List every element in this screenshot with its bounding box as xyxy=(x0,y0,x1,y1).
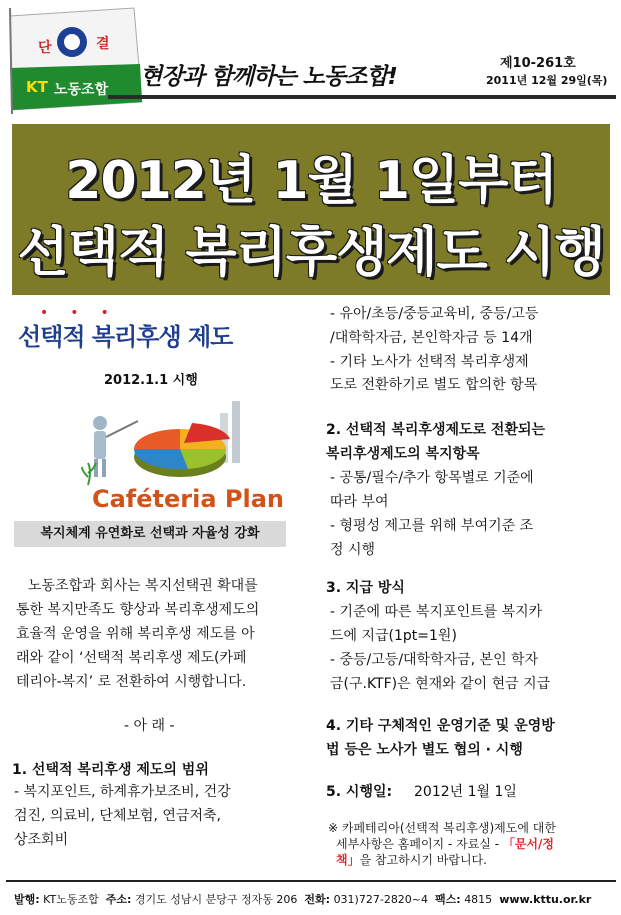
promo-title: 선택적 복리후생 제도 xyxy=(18,323,233,351)
phone-label: 전화: xyxy=(304,893,331,906)
section-2-heading-line-1: 2. 선택적 복리후생제도로 전환되는 xyxy=(326,422,546,438)
right-item-3: - 기타 노사가 선택적 복리후생제 xyxy=(330,354,529,370)
banner-title-line-2: 선택적 복리후생제도 시행 xyxy=(17,222,605,283)
phone: 031)727-2820~4 xyxy=(333,893,429,906)
address-label: 주소: xyxy=(105,893,132,906)
pie-chart-illustration-icon xyxy=(80,393,250,493)
footer xyxy=(14,891,591,907)
right-item-2: /대학학자금, 본인학자금 등 14개 xyxy=(330,330,533,346)
section-2-item-2: 따라 부여 xyxy=(330,494,389,510)
promo-caption: 복지체계 유연화로 선택과 자율성 강화 xyxy=(14,521,286,547)
section-5-heading: 5. 시행일: xyxy=(326,784,393,800)
section-1-item-2: 검진, 의료비, 단체보험, 연금저축, xyxy=(14,808,221,824)
section-3-heading: 3. 지급 방식 xyxy=(326,580,405,596)
address: 경기도 성남시 분당구 정자동 206 xyxy=(134,893,298,906)
svg-text:KT: KT xyxy=(26,78,48,96)
intro-line-5: 테리아-복지’ 로 전환하여 시행합니다. xyxy=(16,674,247,690)
website-link[interactable]: www.kttu.or.kr xyxy=(499,893,592,906)
section-3-item-2: 드에 지급(1pt=1원) xyxy=(330,628,457,644)
right-item-1: - 유아/초등/중등교육비, 중등/고등 xyxy=(330,306,539,322)
fax-label: 팩스: xyxy=(435,893,461,906)
section-3-item-3: - 중등/고등/대학학자금, 본인 학자 xyxy=(330,652,539,668)
svg-text:결: 결 xyxy=(96,36,110,52)
intro-line-3: 효율적 운영을 위해 복리후생 제도를 아 xyxy=(16,626,255,642)
section-2-heading-line-2: 복리후생제도의 복지항목 xyxy=(326,446,480,462)
fax: 4815 xyxy=(464,893,493,906)
section-4-heading-line-2: 법 등은 노사가 별도 협의 · 시행 xyxy=(326,742,523,758)
note-highlight: 「문서/정 xyxy=(502,837,555,851)
slogan: 현장과 함께하는 노동조합! xyxy=(140,64,397,90)
section-1-item-1: - 복지포인트, 하계휴가보조비, 건강 xyxy=(14,784,231,800)
effective-date: 2012년 1월 1일 xyxy=(414,784,517,800)
publisher: KT노동조합 xyxy=(43,893,99,906)
intro-line-1: 노동조합과 회사는 복지선택권 확대를 xyxy=(28,578,258,594)
issue-date: 2011년 12월 29일(목) xyxy=(486,74,608,87)
section-2-item-3: - 형평성 제고를 위해 부여기준 조 xyxy=(330,518,534,534)
section-2-item-4: 정 시행 xyxy=(330,542,376,558)
note-line-2: 세부사항은 홈페이지 - 자료실 - 「문서/정 xyxy=(336,837,555,851)
promo-date: 2012.1.1 시행 xyxy=(104,373,198,388)
right-item-4: 도로 전환하기로 별도 합의한 항목 xyxy=(330,377,538,393)
section-4-heading-line-1: 4. 기타 구체적인 운영기준 및 운영방 xyxy=(326,718,555,734)
cafeteria-plan-label: Caféteria Plan xyxy=(92,485,284,513)
section-1-item-3: 상조회비 xyxy=(14,832,69,848)
note-highlight-end: 책」 xyxy=(336,853,360,867)
header-divider xyxy=(108,95,616,99)
issue-number: 제10-261호 xyxy=(500,56,576,71)
intro-line-2: 통한 복지만족도 향상과 복리후생제도의 xyxy=(16,602,260,618)
title-banner xyxy=(12,124,610,295)
section-2-item-1: - 공통/필수/추가 항목별로 기준에 xyxy=(330,470,534,486)
section-1-heading: 1. 선택적 복리후생 제도의 범위 xyxy=(12,762,209,778)
arae-heading: - 아 래 - xyxy=(124,718,175,734)
cafeteria-plan-image xyxy=(12,305,288,550)
banner-title-line-1: 2012년 1월 1일부터 xyxy=(65,151,557,211)
note-line-3: 책」을 참고하시기 바랍니다. xyxy=(336,853,487,867)
section-3-item-1: - 기준에 따른 복지포인트를 복지카 xyxy=(330,604,543,620)
footer-divider xyxy=(6,880,616,882)
publisher-label: 발행: xyxy=(14,893,40,906)
note-line-1: ※ 카페테리아(선택적 복리후생)제도에 대한 xyxy=(328,821,556,835)
svg-text:단: 단 xyxy=(38,40,52,56)
decorative-dots: ••• xyxy=(40,305,131,321)
section-3-item-4: 금(구.KTF)은 현재와 같이 현금 지급 xyxy=(330,676,551,692)
intro-line-4: 래와 같이 ‘선택적 복리후생 제도(카페 xyxy=(16,650,247,666)
svg-text:노동조합: 노동조합 xyxy=(54,82,109,98)
